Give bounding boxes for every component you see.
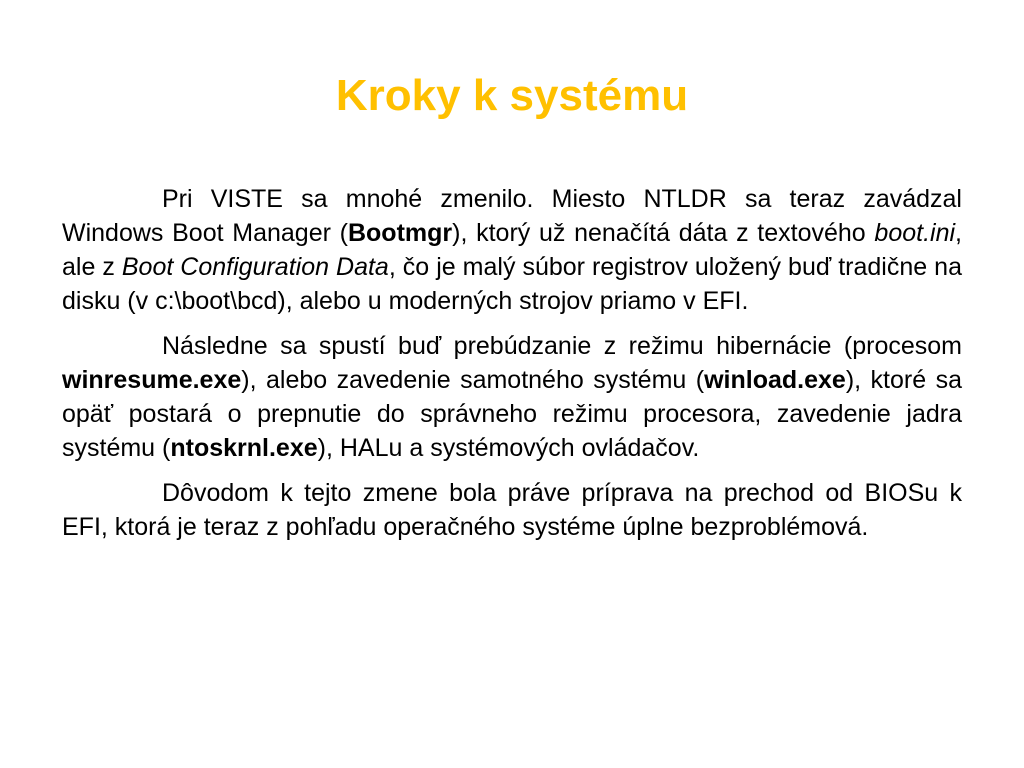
bold-term-winload: winload.exe <box>704 366 846 394</box>
text-segment: Následne sa spustí buď prebúdzanie z režimu hibernácie (procesom <box>162 332 962 360</box>
text-segment: , čo je malý súbor registrov uložený buď tradične na disku (v c:\boot\bcd), alebo u moderných strojov priamo v EFI. <box>62 253 962 315</box>
paragraph-2 <box>62 329 962 465</box>
bold-term-winresume: winresume.exe <box>62 366 242 394</box>
bold-term-ntoskrnl: ntoskrnl.exe <box>170 434 318 462</box>
text-segment: ), HALu a systémových ovládačov. <box>317 434 700 462</box>
text-segment: Dôvodom k tejto zmene bola práve príprava na prechod od BIOSu k EFI, ktorá je teraz z pohľadu operačného systéme úplne bezproblémová. <box>62 479 962 541</box>
paragraph-1 <box>62 182 962 318</box>
italic-term-boot-ini: boot.ini <box>874 219 956 247</box>
text-segment: ), ktoré sa opäť postará o prepnutie do správneho režimu procesora, zavedenie jadra systému ( <box>62 366 962 462</box>
italic-term-bcd: Boot Configuration Data <box>121 253 389 281</box>
text-segment: Pri VISTE sa mnohé zmenilo. Miesto NTLDR sa teraz zavádzal Windows Boot Manager ( <box>62 185 962 247</box>
text-segment: ), alebo zavedenie samotného systému ( <box>241 366 705 394</box>
slide-title: Kroky k systému <box>335 71 689 120</box>
slide-body <box>62 182 962 555</box>
text-segment: ), ktorý už nenačítá dáta z textového <box>452 219 875 247</box>
paragraph-3 <box>62 476 962 544</box>
bold-term-bootmgr: Bootmgr <box>347 219 453 247</box>
text-segment: , ale z <box>62 219 962 281</box>
